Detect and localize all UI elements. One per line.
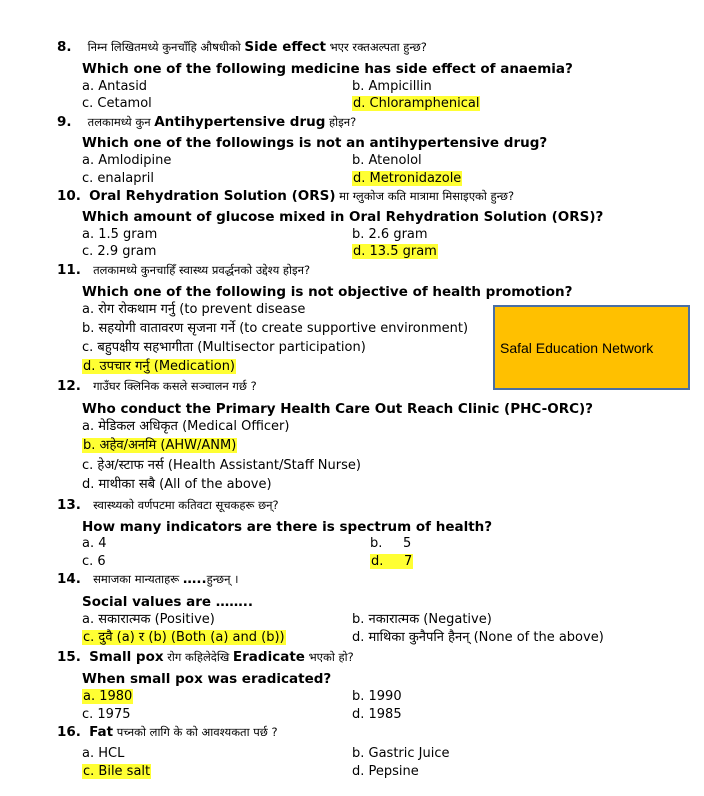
question-8-option-c: c. Cetamol — [82, 96, 152, 111]
question-12-option-b: b. अहेव/अनमि (AHW/ANM) — [83, 438, 237, 453]
question-14-prompt: 14. समाजका मान्यताहरू …..हुन्छन् । — [57, 571, 239, 587]
question-number: 8. — [57, 39, 72, 55]
question-11-option-d: d. उपचार गर्नु (Medication) — [83, 359, 235, 374]
question-16-option-a: a. HCL — [82, 746, 125, 761]
question-8-option-a: a. Antasid — [82, 79, 148, 94]
question-15-option-b: b. 1990 — [352, 689, 402, 704]
question-13-prompt: 13. स्वास्थ्यको वर्णपटमा कतिवटा सूचकहरू छन्? — [57, 497, 279, 513]
question-8-option-b: b. Ampicillin — [352, 79, 432, 94]
question-13-option-c: c. 6 — [82, 554, 106, 569]
question-8-english: Which one of the following medicine has side effect of anaemia? — [82, 61, 573, 77]
question-16-option-d: d. Pepsine — [352, 764, 419, 779]
question-14-option-c: c. दुवै (a) र (b) (Both (a) and (b)) — [83, 630, 285, 645]
question-10-option-a: a. 1.5 gram — [82, 227, 158, 242]
question-15-option-a: a. 1980 — [83, 689, 133, 704]
question-11-english: Which one of the following is not objective of health promotion? — [82, 284, 573, 300]
question-14-option-a: a. सकारात्मक (Positive) — [82, 612, 215, 627]
question-16-option-c: c. Bile salt — [83, 764, 151, 779]
question-13-option-a: a. 4 — [82, 536, 107, 551]
question-9-option-c: c. enalapril — [82, 171, 155, 186]
question-10-option-b: b. 2.6 gram — [352, 227, 428, 242]
question-8-option-d: d. Chloramphenical — [353, 96, 480, 111]
question-16-option-b: b. Gastric Juice — [352, 746, 450, 761]
question-9-english: Which one of the followings is not an antihypertensive drug? — [82, 135, 548, 151]
question-12-option-c: c. हेअ/स्टाफ नर्स (Health Assistant/Staff Nurse) — [82, 458, 361, 473]
question-10-option-c: c. 2.9 gram — [82, 244, 157, 259]
question-11-option-a: a. रोग रोकथाम गर्नु (to prevent disease — [82, 302, 306, 317]
question-16-prompt: 16. Fat पच्नको लागि के को आवश्यकता पर्छ ? — [57, 724, 278, 740]
question-8-prompt: 8. निम्न लिखितमध्ये कुनचाँहि औषधीको Side effect भएर रक्तअल्पता हुन्छ? — [57, 39, 427, 55]
question-13-option-b: b. 5 — [370, 536, 412, 551]
question-12-english: Who conduct the Primary Health Care Out Reach Clinic (PHC-ORC)? — [82, 401, 593, 417]
question-10-prompt: 10. Oral Rehydration Solution (ORS) मा ग्लुकोज कति मात्रामा मिसाइएको हुन्छ? — [57, 188, 515, 204]
question-13-english: How many indicators are there is spectrum of health? — [82, 519, 493, 535]
question-9-option-d: d. Metronidazole — [353, 171, 462, 186]
question-15-english: When small pox was eradicated? — [82, 671, 332, 687]
question-12-prompt: 12. गाउँघर क्लिनिक कसले सञ्चालन गर्छ ? — [57, 378, 257, 394]
question-14-option-b: b. नकारात्मक (Negative) — [352, 612, 492, 627]
question-10-english: Which amount of glucose mixed in Oral Rehydration Solution (ORS)? — [82, 209, 604, 225]
question-9-prompt: 9. तलकामध्ये कुन Antihypertensive drug होइन? — [57, 114, 357, 130]
question-9-option-b: b. Atenolol — [352, 153, 422, 168]
question-11-option-c: c. बहुपक्षीय सहभागीता (Multisector participation) — [82, 340, 366, 355]
question-11-option-b: b. सहयोगी वातावरण सृजना गर्ने (to create supportive environment) — [82, 321, 469, 336]
question-12-option-d: d. माथीका सबै (All of the above) — [82, 477, 272, 492]
question-12-option-a: a. मेडिकल अधिकृत (Medical Officer) — [82, 419, 290, 434]
question-15-option-d: d. 1985 — [352, 707, 402, 722]
question-15-option-c: c. 1975 — [82, 707, 131, 722]
question-14-english: Social values are …….. — [82, 594, 253, 610]
question-10-option-d: d. 13.5 gram — [353, 244, 437, 259]
question-15-prompt: 15. Small pox रोग कहिलेदेखि Eradicate भएको हो? — [57, 649, 354, 665]
question-11-prompt: 11. तलकामध्ये कुनचाहिँ स्वास्थ्य प्रवर्द्धनको उद्देश्य होइन? — [57, 262, 311, 278]
question-9-option-a: a. Amlodipine — [82, 153, 172, 168]
question-13-option-d: d. 7 — [371, 554, 413, 569]
question-14-option-d: d. माथिका कुनैपनि हैनन् (None of the above) — [352, 630, 604, 645]
watermark-text: Safal Education Network — [500, 339, 654, 356]
watermark-callout — [493, 305, 690, 390]
